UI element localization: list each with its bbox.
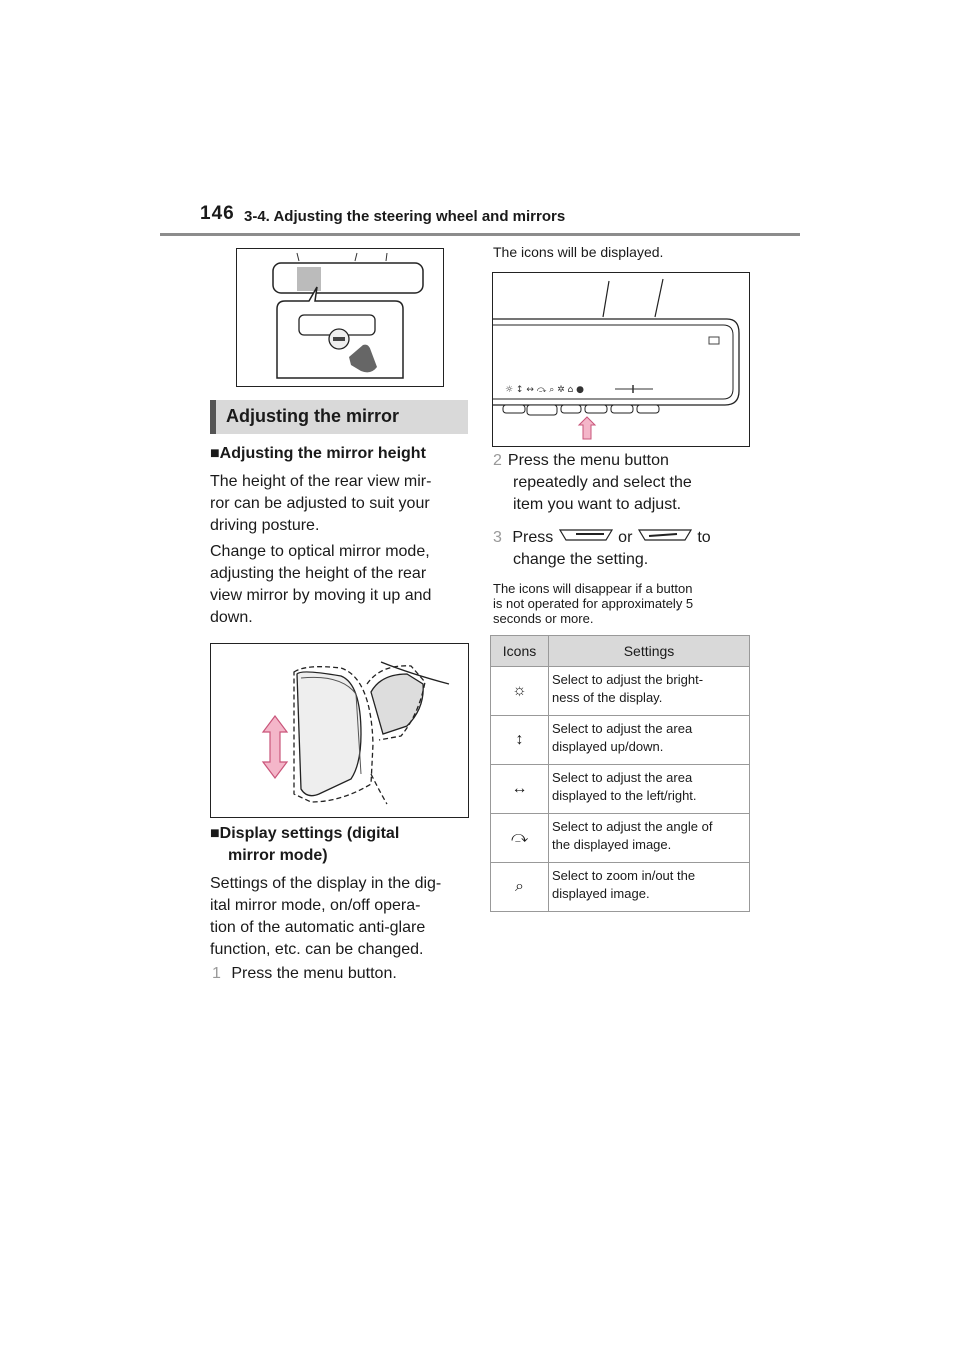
step-text: Press the menu button. — [231, 965, 397, 982]
text-line: driving posture. — [210, 517, 320, 534]
subheading-text: Display settings (digital — [219, 825, 400, 842]
page-number: 146 — [200, 203, 235, 224]
table-row — [491, 814, 750, 863]
step-text: Press the menu button — [507, 452, 669, 469]
square-bullet-icon: ■ — [210, 825, 220, 842]
step-text: to — [697, 529, 711, 547]
note-line: seconds or more. — [493, 611, 594, 626]
angle-icon: ⤼ — [510, 829, 529, 846]
note-line: is not operated for approximately 5 — [493, 596, 694, 611]
text-line: The height of the rear view mir- — [210, 473, 432, 490]
column-header: Settings — [549, 636, 750, 667]
text-line: Change to optical mirror mode, — [210, 543, 430, 560]
table-cell-text: Select to zoom in/out the — [552, 868, 696, 883]
figure-caption: The icons will be displayed. — [493, 244, 664, 260]
text-line: function, etc. can be changed. — [210, 941, 424, 958]
table-cell-text: displayed to the left/right. — [552, 788, 697, 803]
table-cell-text: displayed image. — [552, 886, 650, 901]
text-line: Settings of the display in the dig- — [210, 875, 442, 892]
zoom-icon: ⌕ — [515, 878, 524, 895]
step-text: change the setting. — [513, 551, 649, 569]
mirror-tilt-figure — [210, 643, 469, 818]
paragraph-3 — [210, 873, 441, 961]
table-cell-text: displayed up/down. — [552, 739, 664, 754]
icons-table — [490, 635, 750, 912]
step-number: 2 — [493, 452, 502, 469]
brightness-icon: ☼ — [512, 682, 527, 699]
step-text: Press — [512, 529, 554, 547]
text-line: ror can be adjusted to suit your — [210, 495, 430, 512]
text-line: tion of the automatic anti-glare — [210, 919, 426, 936]
column-header: Icons — [491, 636, 549, 667]
table-cell-text: the displayed image. — [552, 837, 672, 852]
step-number: 3 — [493, 529, 502, 547]
step-number: 1 — [212, 965, 221, 982]
heading-text: Adjusting the mirror — [226, 406, 400, 426]
square-bullet-icon: ■ — [210, 445, 220, 462]
table-row — [491, 667, 750, 716]
subheading-text: mirror mode) — [228, 847, 328, 864]
text-line: adjusting the height of the rear — [210, 565, 427, 582]
step-1 — [212, 963, 397, 985]
step-2 — [493, 450, 692, 516]
step-3 — [493, 527, 711, 571]
table-cell-text: Select to adjust the area — [552, 721, 693, 736]
digital-mirror-icons-figure — [492, 272, 750, 447]
text-line: down. — [210, 609, 253, 626]
left-right-icon: ↔ — [511, 780, 528, 797]
up-down-icon: ↕ — [515, 731, 524, 748]
subheading-display-settings — [210, 823, 399, 867]
table-cell-text: Select to adjust the angle of — [552, 819, 713, 834]
section-title: 3-4. Adjusting the steering wheel and mirrors — [244, 208, 566, 225]
subheading-text: Adjusting the mirror height — [219, 445, 426, 462]
table-cell-text: Select to adjust the bright- — [552, 672, 704, 687]
table-row — [491, 863, 750, 912]
svg-text:☼ ↕ ↔ ⤼ ⌕ ✲ ⌂ ●: ☼ ↕ ↔ ⤼ ⌕ ✲ ⌂ ● — [505, 385, 584, 395]
mirror-button-figure — [236, 248, 444, 387]
section-heading — [210, 400, 468, 434]
table-cell-text: ness of the display. — [552, 690, 663, 705]
subheading-mirror-height — [210, 443, 426, 465]
header-rule — [160, 233, 800, 236]
table-row — [491, 716, 750, 765]
heading-bar — [210, 400, 216, 434]
left-button-icon — [558, 527, 614, 549]
table-row — [491, 765, 750, 814]
paragraph-2 — [210, 541, 431, 629]
right-button-icon — [637, 527, 693, 549]
text-line: ital mirror mode, on/off opera- — [210, 897, 421, 914]
note — [493, 581, 693, 626]
note-line: The icons will disappear if a button — [493, 581, 693, 596]
table-cell-text: Select to adjust the area — [552, 770, 693, 785]
step-text: repeatedly and select the — [513, 474, 692, 491]
step-text: or — [618, 529, 633, 547]
paragraph-1 — [210, 471, 431, 537]
text-line: view mirror by moving it up and — [210, 587, 432, 604]
table-header-row — [491, 636, 750, 667]
step-text: item you want to adjust. — [513, 496, 682, 513]
